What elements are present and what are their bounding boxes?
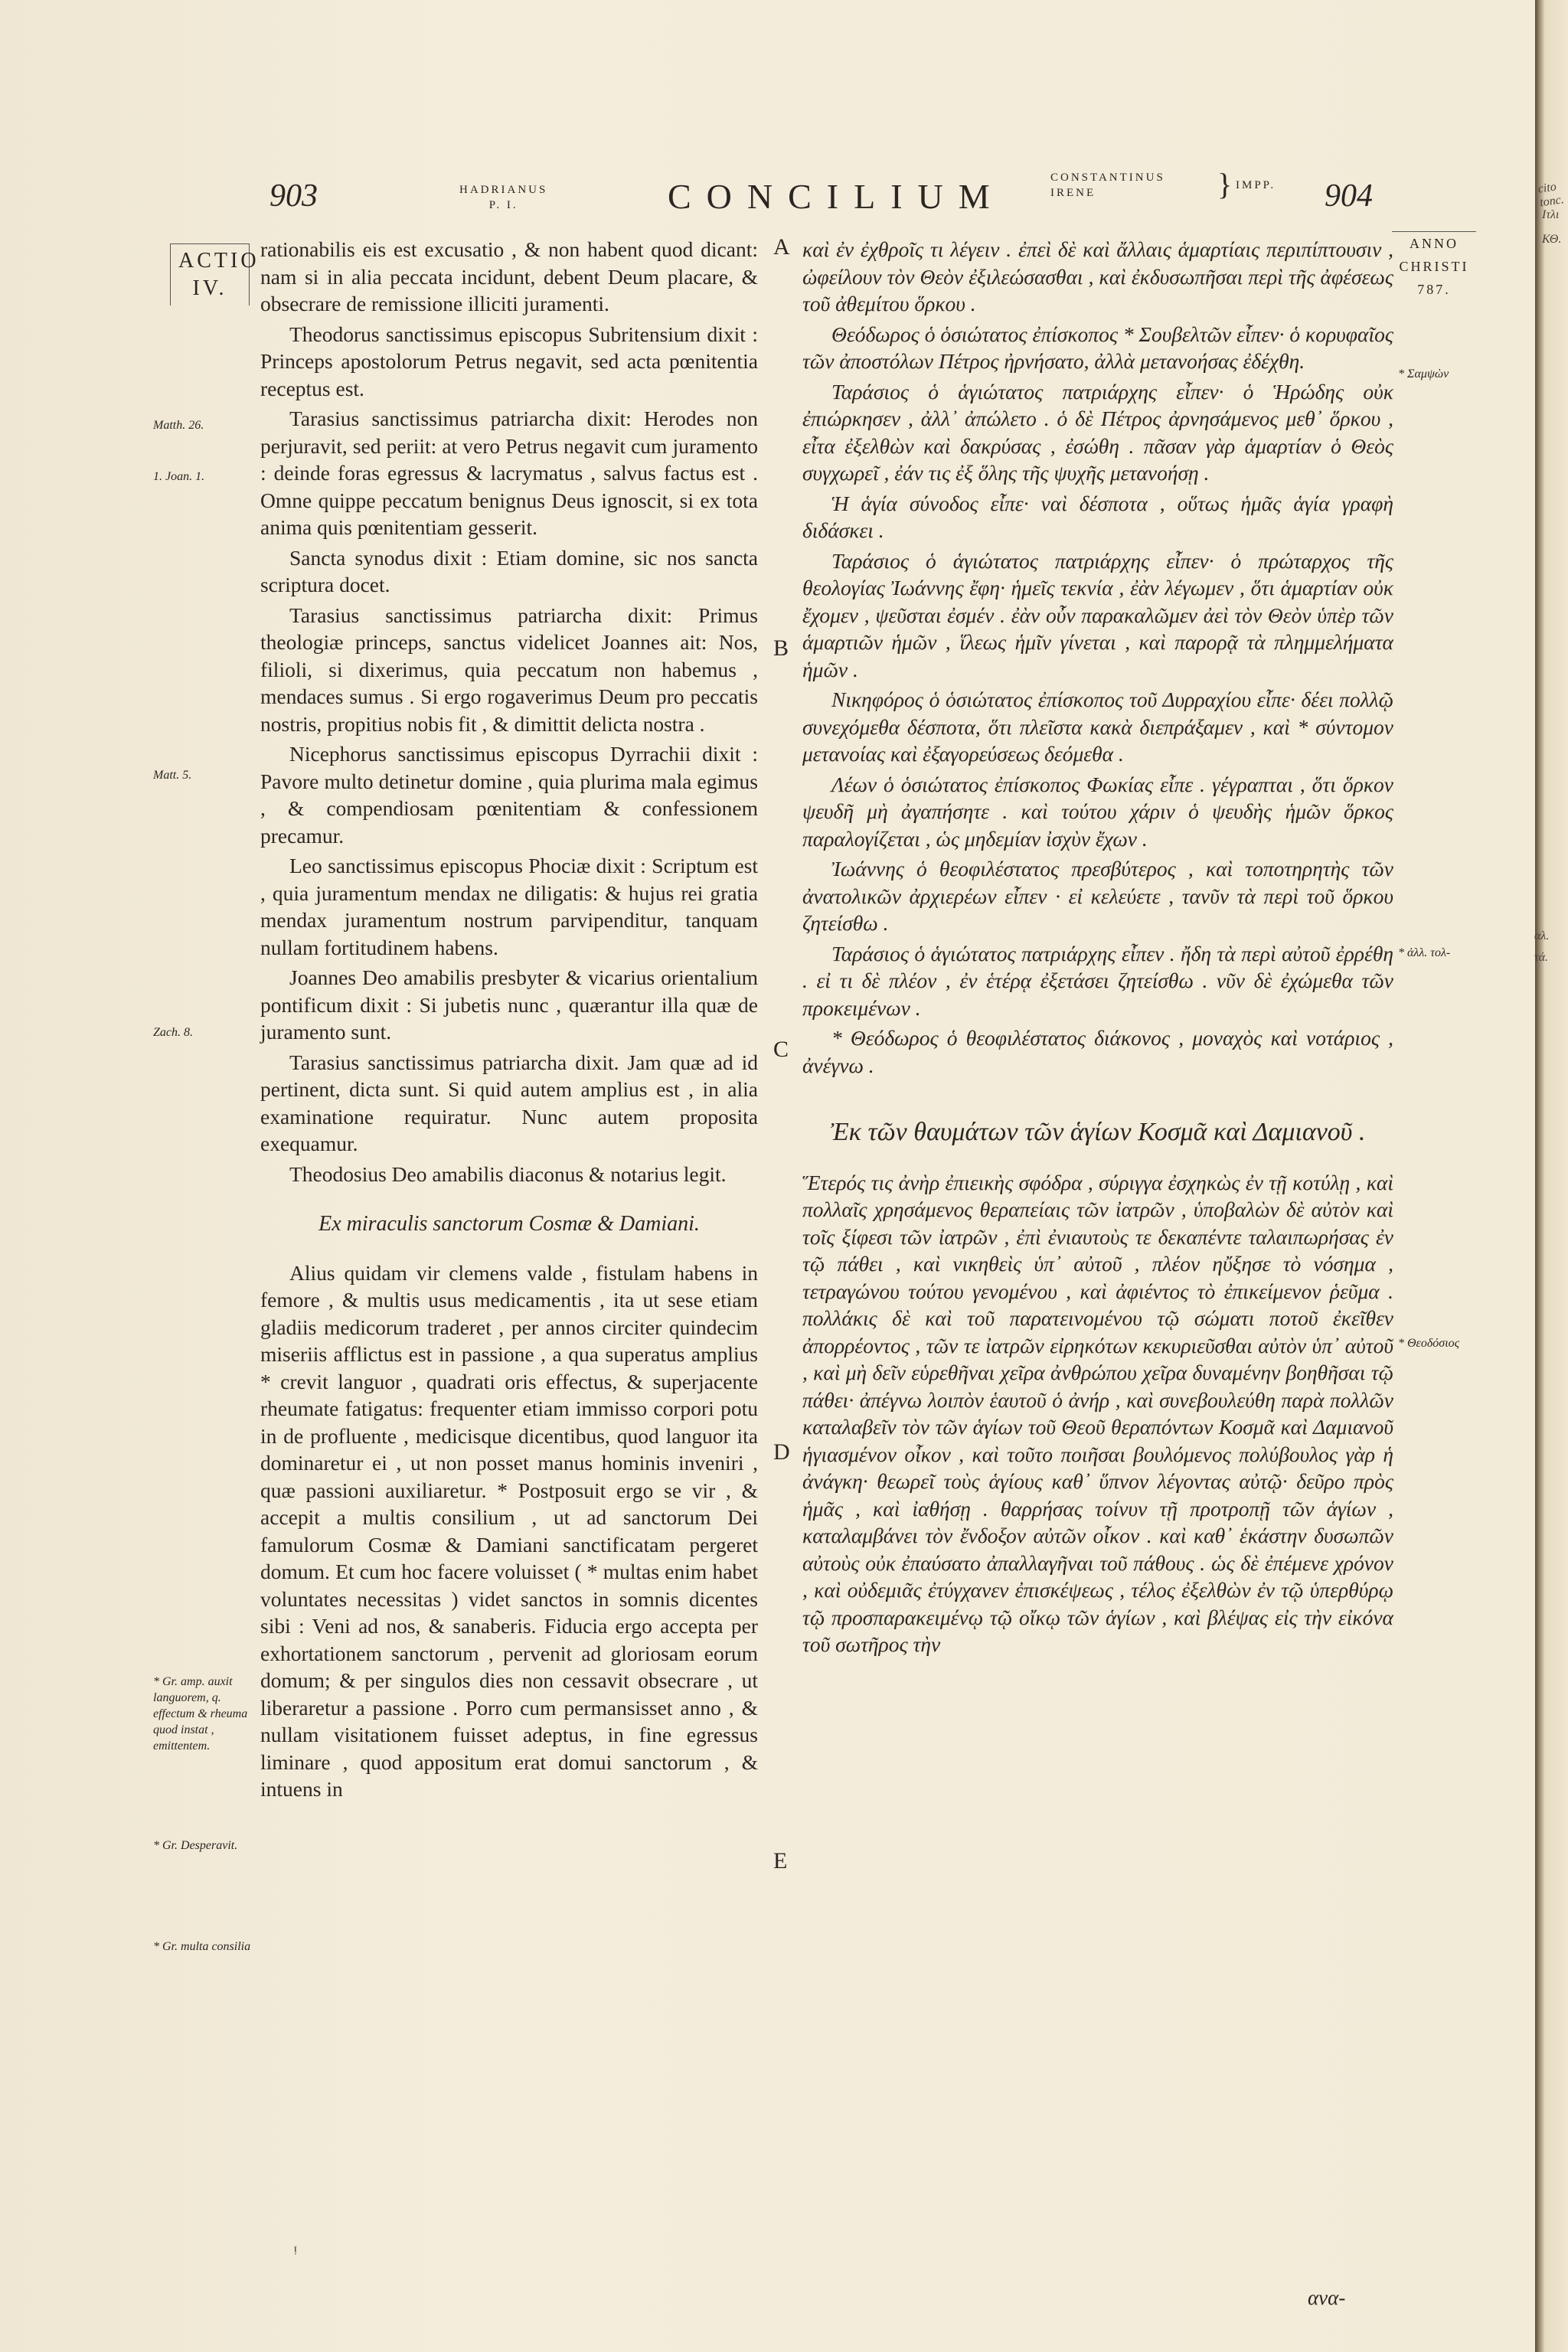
edge-note-5: τά. <box>1534 951 1549 964</box>
greek-paragraph: * Θεόδωρος ὁ θεοφιλέστατος διάκονος , μοναχὸς καὶ νοτάριος , ἀνέγνω . <box>802 1026 1393 1077</box>
latin-paragraph: Theodorus sanctissimus episcopus Subritensium dixit : Princeps apostolorum Petrus negavit, sed acta pœnitentia receptus est. <box>260 322 758 400</box>
latin-paragraph: Leo sanctissimus episcopus Phociæ dixit : Scriptum est , quia juramentum mendax ne diligatis: & hujus rei gratia mendax juramentum nostrum parvipenditur, tanquam nullam fortitudinem habens. <box>260 854 758 959</box>
greek-paragraph: Ταράσιος ὁ ἁγιώτατος πατριάρχης εἶπεν· ὁ Ἡρώδης οὐκ ἐπιώρκησεν , ἀλλ᾽ ἀπώλετο . ὁ δὲ Πέτρος ἀρνησάμενος μεθ᾽ ὅρκου , εἶτα ἐξελθὼν καὶ δακρύσας , ἐσώθη . πᾶσαν γὰρ ἁμαρτίαν ὁ Θεὸς συγχωρεῖ , ἐάν τις ἐξ ὅλης τῆς ψυχῆς μετανοήσῃ . <box>802 379 1393 485</box>
header-author <box>459 182 547 213</box>
greek-paragraph: Ταράσιος ὁ ἁγιώτατος πατριάρχης εἶπεν· ὁ πρώταρχος τῆς θεολογίας Ἰωάννης ἔφη· ἡμεῖς τεκνία , ἐὰν λέγωμεν , ὅτι ἁμαρτίαν οὐκ ἔχομεν , ψεῦσται ἐσμέν . ἐὰν οὖν παρακαλῶμεν ἀεὶ τὸν Θεὸν ὑπὲρ τῶν ἁμαρτιῶν ἡμῶν , ἵλεως ἡμῖν γίνεται , καὶ παρορᾷ τὰ πλημμελήματα ἡμῶν . <box>802 548 1393 681</box>
anno-christi: CHRISTI <box>1399 259 1469 274</box>
section-letter-b: B <box>773 635 789 661</box>
margin-note-gr-desperavit: * Gr. Desperavit. <box>153 1839 238 1852</box>
section-letter-e: E <box>773 1848 788 1873</box>
edge-note-2: Ιτλι <box>1542 208 1560 221</box>
edge-note-4: αλ. <box>1534 929 1550 942</box>
page-number-left: 903 <box>270 178 318 214</box>
greek-paragraph: καὶ ἐν ἐχθροῖς τι λέγειν . ἐπεὶ δὲ καὶ ἄλλαις ἁμαρτίαις περιπίπτουσιν , ὠφείλουν τὸν Θεὸν ἐξιλεώσασθαι , καὶ ἐκδυσωπῆσαι περὶ τῆς ἀφέσεως τοῦ ἀθεμίτου ὅρκου . <box>802 237 1393 315</box>
greek-paragraph: Ἡ ἁγία σύνοδος εἶπε· ναὶ δέσποτα , οὕτως ἡμᾶς ἁγία γραφὴ διδάσκει . <box>802 491 1393 542</box>
anno-box <box>1392 231 1476 301</box>
margin-note-gr-amp: * Gr. amp. auxit languorem, q. effectum & rheuma quod instat , emittentem. <box>153 1675 248 1753</box>
anno-label: ANNO <box>1410 236 1459 251</box>
edge-note-1: cito tonc. <box>1537 180 1565 210</box>
anno-year: 787. <box>1417 282 1451 297</box>
greek-paragraph: Νικηφόρος ὁ ὁσιώτατος ἐπίσκοπος τοῦ Δυρραχίου εἶπε· δέει πολλῷ συνεχόμεθα δέσποτα, ὅτι πλεῖστα κακὰ διεπράξαμεν , καὶ * σύντομον μετανοίας καὶ ἐξαγορεύσεως δεόμεθα . <box>802 688 1393 766</box>
greek-section-heading: Ἐκ τῶν θαυμάτων τῶν ἁγίων Κοσμᾶ καὶ Δαμιανοῦ . <box>830 1118 1366 1146</box>
emperor-constantinus: CONSTANTINUS <box>1050 172 1165 184</box>
author-subtitle: P. I. <box>488 199 518 211</box>
margin-note-joan: 1. Joan. 1. <box>153 470 205 483</box>
margin-note-matt: Matt. 5. <box>153 769 192 782</box>
actio-number: IV. <box>192 276 227 300</box>
margin-note-theodosios: * Θεοδόσιος <box>1398 1337 1460 1350</box>
edge-note-3: ΚΘ. <box>1542 233 1562 246</box>
margin-note-gr-multa: * Gr. multa consilia <box>153 1940 251 1953</box>
greek-paragraph: Λέων ὁ ὁσιώτατος ἐπίσκοπος Φωκίας εἶπε . γέγραπται , ὅτι ὅρκον ψευδῆ μὴ ἀγαπήσητε . καὶ τούτου χάριν ὁ ψευδὴς ἡμῶν ὅρκος παραλογίζεται , ὡς μηδεμίαν ἰσχὺν ἔχων . <box>802 772 1393 851</box>
brace-glyph: } <box>1217 167 1233 201</box>
section-letter-a: A <box>773 234 790 260</box>
catchword: ανα- <box>1308 2286 1346 2309</box>
section-letter-d: D <box>773 1439 790 1465</box>
greek-paragraph: Ἰωάννης ὁ θεοφιλέστατος πρεσβύτερος , καὶ τοποτηρητὴς τῶν ἀνατολικῶν ἀρχιερέων εἶπεν · εἰ κελεύετε , τανῦν τὰ περὶ τοῦ ὅρκου ζητείσθω . <box>802 857 1393 935</box>
latin-paragraph: Joannes Deo amabilis presbyter & vicarius orientalium pontificum dixit : Si jubetis nunc , quærantur illa quæ de juramento sunt. <box>260 965 758 1044</box>
page-number-right: 904 <box>1325 178 1373 214</box>
margin-note-sampson: * Σαμψὼν <box>1398 368 1449 381</box>
section-letter-c: C <box>773 1037 789 1062</box>
margin-note-zach: Zach. 8. <box>153 1026 193 1039</box>
latin-paragraph: Sancta synodus dixit : Etiam domine, sic nos sancta scriptura docet. <box>260 545 758 596</box>
latin-paragraph: Tarasius sanctissimus patriarcha dixit: Herodes non perjuravit, sed periit: at vero Petrus negavit cum juramento : deinde foras egressus & lacrymatus , salvus factus est . Omne quippe peccatum benignus Deus ignoscit, si ex tota anima quis pœnitentiam gesserit. <box>260 407 758 539</box>
latin-column <box>260 236 758 1806</box>
latin-miracle-text: Alius quidam vir clemens valde , fistulam habens in femore , & multis usus medicamentis , ita ut sese etiam gladiis medicorum traderet , per annos circiter quindecim miseriis afflictus est in passione , a qua superatus amplius * crevit languor , quadrati oris effectus, & superjacente rheumate fatigatus: frequenter etiam immisso corpori potu in de profluente , medicisque dicentibus, quod languor ita dominaretur ei , ut non posset manus hominis inveniri , quæ passioni auxiliaretur. * Postposuit ergo se vir , & accepit a multis consilium , ut ad sanctorum Dei famulorum Cosmæ & Damiani sanctificatam pergeret domum. Et cum hoc facere voluisset ( * multas enim habet voluntates necessitas ) videt sanctos in somnis dicentes sibi : Veni ad nos, & sanaberis. Fiducia ergo accepta per exhortationem sanctorum , pervenit ad gloriosam eorum domum; & per singulos dies non cessavit obsecrare , ut liberaretur a passione . Porro cum permansisset anno , & nullam visitationem fuisset adeptus, in fine egressus liminare , quod appositum erat domui sanctorum , & intuens in <box>260 1260 758 1801</box>
margin-note-all-tol: * ἀλλ. τολ- <box>1398 946 1451 959</box>
latin-paragraph: Theodosius Deo amabilis diaconus & notarius legit. <box>289 1161 727 1186</box>
header-emperors <box>1050 170 1165 201</box>
running-title: CONCILIUM <box>668 177 1005 216</box>
latin-section-heading: Ex miraculis sanctorum Cosmæ & Damiani. <box>318 1212 700 1236</box>
greek-miracle-text: Ἕτερός τις ἀνὴρ ἐπιεικὴς σφόδρα , σύριγγα ἐσχηκὼς ἐν τῇ κοτύλῃ , καὶ πολλαῖς χρησάμενος θεραπείαις τῶν ἰατρῶν , ὑποβαλὼν δὲ αὐτὸν καὶ τοῖς ξίφεσι τῶν ἰατρῶν , ἐπὶ ἐνιαυτοὺς τε δεκαπέντε ταλαιπωρήσας ἐν τῷ πάθει , καὶ νικηθεὶς ὑπ᾽ αὐτοῦ , πλέον ηὔξησε τὸ νόσημα , τετραγώνου τούτου γενομένου , καὶ ἀφιέντος τὸ ἐπικείμενον ῥεῦμα . πολλάκις δὲ καὶ τοῦ παρατεινομένου τῷ σώματι ποτοῦ ἐκεῖθεν ἀπορρέοντος , τῶν τε ἰατρῶν εἰρηκότων κεκυριεῦσθαι αὐτὸν ὑπ᾽ αὐτοῦ , καὶ μὴ δεῖν εὑρεθῆναι χεῖρα ἀνθρώπου χεῖρα δυναμένην βοηθῆσαι τῷ πάθει· ἀπέγνω λοιπὸν ἑαυτοῦ ὁ ἀνήρ , καὶ συνεβουλεύθη παρὰ πολλῶν καταλαβεῖν τὸν τῶν ἁγίων τοῦ Θεοῦ θεραπόντων Κοσμᾶ καὶ Δαμιανοῦ ἡγιασμένον οἶκον , καὶ τοῦτο ποιῆσαι βουλόμενος πολύβουλος γὰρ ἡ ἀνάγκη· θεωρεῖ τοὺς ἁγίους καθ᾽ ὕπνον λέγοντας αὐτῷ· δεῦρο πρὸς ἡμᾶς , καὶ ἰαθήσῃ . θαρρήσας τοίνυν τῇ προτροπῇ τῶν ἁγίων , καταλαμβάνει τὸν ἔνδοξον αὐτῶν οἶκον . καὶ καθ᾽ ἑκάστην δυσωπῶν αὐτοὺς οὐκ ἐπαύσατο ἀπαλλαγῆναι τοῦ πάθους . ὡς δὲ ἐπέμενε χρόνον , καὶ οὐδεμιᾶς ἐτύγχανεν ἐπισκέψεως , τέλος ἐξελθὼν ἐν τῷ ὑπερθύρῳ τῷ προσπαρακειμένῳ τῷ οἴκῳ τῶν ἁγίων , καὶ βλέψας εἰς τὴν εἰκόνα τοῦ σωτῆρος τὴν <box>802 1170 1393 1656</box>
latin-paragraph: rationabilis eis est excusatio , & non habent quod dicant: nam si in alia peccata incidunt, debent Deum placare, & obsecrare de remissione illiciti juramenti. <box>260 237 758 315</box>
author-name: HADRIANUS <box>459 184 548 196</box>
facing-page-edge <box>1535 0 1568 2352</box>
actio-box <box>170 243 260 305</box>
emperor-irene: IRENE <box>1050 187 1096 199</box>
greek-column <box>802 236 1393 1661</box>
latin-paragraph: Tarasius sanctissimus patriarcha dixit: Primus theologiæ princeps, sanctus videlicet Joannes ait: Nos, filioli, si dixerimus, quia peccatum non habemus , mendaces sumus . Si ergo rogaverimus Deum pro peccatis nostris, propitius nobis fit , & dimittit delicta nostra . <box>260 603 758 736</box>
latin-paragraph: Nicephorus sanctissimus episcopus Dyrrachii dixit : Pavore multo detinetur domine , quia plurima mala egimus , & compendiosam pœnitentiam & confessionem precamur. <box>260 742 758 848</box>
actio-label: ACTIO <box>178 249 260 273</box>
latin-paragraph: Tarasius sanctissimus patriarcha dixit. Jam quæ ad id pertinent, dicta sunt. Si quid autem amplius est , in alia examinatione requiratur. Nunc autem proposita exequamur. <box>260 1050 758 1155</box>
margin-note-matth: Matth. 26. <box>153 419 204 432</box>
greek-paragraph: Ταράσιος ὁ ἁγιώτατος πατριάρχης εἶπεν . ἤδη τὰ περὶ αὐτοῦ ἐρρέθη . εἰ τι δὲ πλέον , ἐν ἑτέρᾳ ἐξετάσει ζητείσθω . νῦν δὲ ἐχώμεθα τῶν προκειμένων . <box>802 941 1393 1020</box>
header-impp: IMPP. <box>1236 179 1276 191</box>
footer-mark: ᵎ <box>294 2242 297 2262</box>
greek-paragraph: Θεόδωρος ὁ ὁσιώτατος ἐπίσκοπος * Σουβελτῶν εἶπεν· ὁ κορυφαῖος τῶν ἀποστόλων Πέτρος ἠρνήσατο, ἀλλὰ μετανοήσας ἐδέχθη. <box>802 322 1393 373</box>
